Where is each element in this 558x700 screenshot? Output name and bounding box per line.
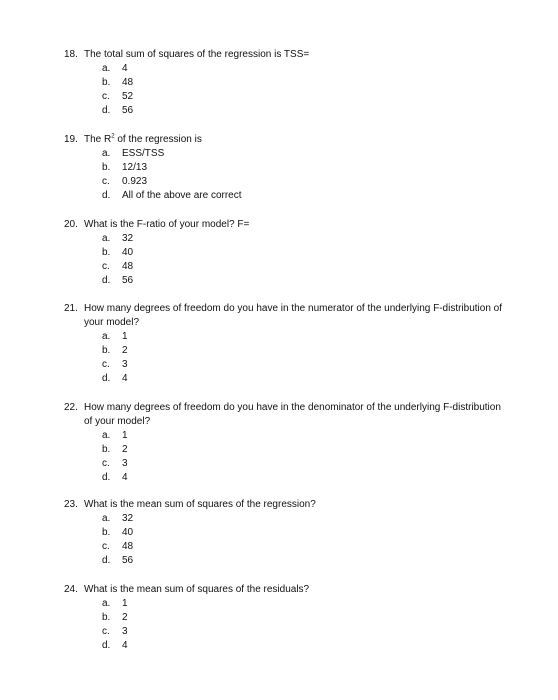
- option-b: [0, 526, 558, 540]
- option-d: [0, 372, 558, 386]
- option-letter: b.: [102, 77, 111, 88]
- question-24-line: [0, 583, 558, 597]
- option-letter: d.: [102, 640, 111, 651]
- option-b: [0, 161, 558, 175]
- superscript: 2: [111, 133, 115, 140]
- question-number: 18.: [64, 49, 78, 60]
- option-c: [0, 358, 558, 372]
- option-letter: d.: [102, 105, 111, 116]
- question-number: 19.: [64, 134, 78, 145]
- option-a: [0, 512, 558, 526]
- option-text: 3: [122, 359, 128, 370]
- option-b: [0, 246, 558, 260]
- question-19: [0, 133, 558, 203]
- option-text: 52: [122, 91, 134, 102]
- option-letter: d.: [102, 373, 111, 384]
- option-text: 3: [122, 626, 128, 637]
- option-text: 1: [122, 430, 128, 441]
- option-a: [0, 232, 558, 246]
- option-text: 40: [122, 247, 134, 258]
- option-text: 4: [122, 640, 128, 651]
- option-text: 48: [122, 261, 134, 272]
- option-text: 56: [122, 105, 134, 116]
- option-d: [0, 104, 558, 118]
- option-text: 3: [122, 458, 128, 469]
- question-text-continued: of your model?: [84, 416, 151, 427]
- option-letter: b.: [102, 247, 111, 258]
- option-b: [0, 443, 558, 457]
- option-b: [0, 344, 558, 358]
- option-letter: b.: [102, 345, 111, 356]
- option-d: [0, 274, 558, 288]
- question-21: [0, 302, 558, 386]
- question-18-line: [0, 48, 558, 62]
- option-text: All of the above are correct: [122, 190, 242, 201]
- question-24: [0, 583, 558, 653]
- question-18: [0, 48, 558, 118]
- option-text: 4: [122, 63, 128, 74]
- question-text: The total sum of squares of the regression is TSS=: [84, 49, 310, 60]
- question-number: 20.: [64, 219, 78, 230]
- option-letter: a.: [102, 513, 111, 524]
- option-text: 4: [122, 373, 128, 384]
- option-a: [0, 330, 558, 344]
- option-d: [0, 189, 558, 203]
- option-letter: c.: [102, 91, 110, 102]
- question-text-continued: your model?: [84, 317, 140, 328]
- question-text: What is the mean sum of squares of the residuals?: [84, 584, 310, 595]
- option-c: [0, 625, 558, 639]
- option-letter: c.: [102, 626, 110, 637]
- option-b: [0, 76, 558, 90]
- question-text-part: of the regression is: [114, 134, 202, 145]
- question-number: 24.: [64, 584, 78, 595]
- option-d: [0, 471, 558, 485]
- question-20: [0, 218, 558, 288]
- option-c: [0, 175, 558, 189]
- question-text: What is the mean sum of squares of the regression?: [84, 499, 316, 510]
- option-text: 2: [122, 444, 128, 455]
- question-number: 22.: [64, 402, 78, 413]
- option-letter: a.: [102, 331, 111, 342]
- question-text: [84, 133, 202, 147]
- option-a: [0, 597, 558, 611]
- option-letter: d.: [102, 555, 111, 566]
- question-text-part: The R: [84, 134, 112, 145]
- option-text: 4: [122, 472, 128, 483]
- option-a: [0, 62, 558, 76]
- option-letter: d.: [102, 472, 111, 483]
- question-20-line: [0, 218, 558, 232]
- question-23-line: [0, 498, 558, 512]
- option-text: 32: [122, 233, 134, 244]
- option-text: 48: [122, 77, 134, 88]
- option-c: [0, 457, 558, 471]
- option-letter: d.: [102, 275, 111, 286]
- question-text: What is the F-ratio of your model? F=: [84, 219, 250, 230]
- question-23: [0, 498, 558, 568]
- option-text: 40: [122, 527, 134, 538]
- question-number: 23.: [64, 499, 78, 510]
- option-text: 56: [122, 555, 134, 566]
- question-text: How many degrees of freedom do you have in the denominator of the underlying F-distribution: [84, 402, 501, 413]
- option-letter: b.: [102, 527, 111, 538]
- option-letter: a.: [102, 598, 111, 609]
- question-text: How many degrees of freedom do you have in the numerator of the underlying F-distribution of: [84, 303, 503, 314]
- option-letter: a.: [102, 148, 111, 159]
- option-letter: a.: [102, 430, 111, 441]
- question-19-line: [0, 133, 558, 147]
- option-letter: c.: [102, 541, 110, 552]
- option-d: [0, 554, 558, 568]
- question-22-line: [0, 401, 558, 415]
- option-c: [0, 260, 558, 274]
- option-letter: c.: [102, 261, 110, 272]
- option-text: ESS/TSS: [122, 148, 165, 159]
- option-letter: b.: [102, 444, 111, 455]
- option-letter: c.: [102, 176, 110, 187]
- option-letter: d.: [102, 190, 111, 201]
- option-text: 2: [122, 345, 128, 356]
- option-letter: a.: [102, 63, 111, 74]
- option-letter: b.: [102, 612, 111, 623]
- option-text: 0.923: [122, 176, 148, 187]
- option-letter: c.: [102, 359, 110, 370]
- option-letter: b.: [102, 162, 111, 173]
- option-a: [0, 147, 558, 161]
- option-text: 48: [122, 541, 134, 552]
- option-letter: c.: [102, 458, 110, 469]
- option-c: [0, 540, 558, 554]
- option-text: 2: [122, 612, 128, 623]
- option-text: 32: [122, 513, 134, 524]
- option-text: 56: [122, 275, 134, 286]
- question-21-line: [0, 302, 558, 316]
- option-text: 12/13: [122, 162, 148, 173]
- option-letter: a.: [102, 233, 111, 244]
- question-22: [0, 401, 558, 485]
- option-text: 1: [122, 331, 128, 342]
- option-text: 1: [122, 598, 128, 609]
- option-a: [0, 429, 558, 443]
- option-d: [0, 639, 558, 653]
- option-b: [0, 611, 558, 625]
- question-number: 21.: [64, 303, 78, 314]
- option-c: [0, 90, 558, 104]
